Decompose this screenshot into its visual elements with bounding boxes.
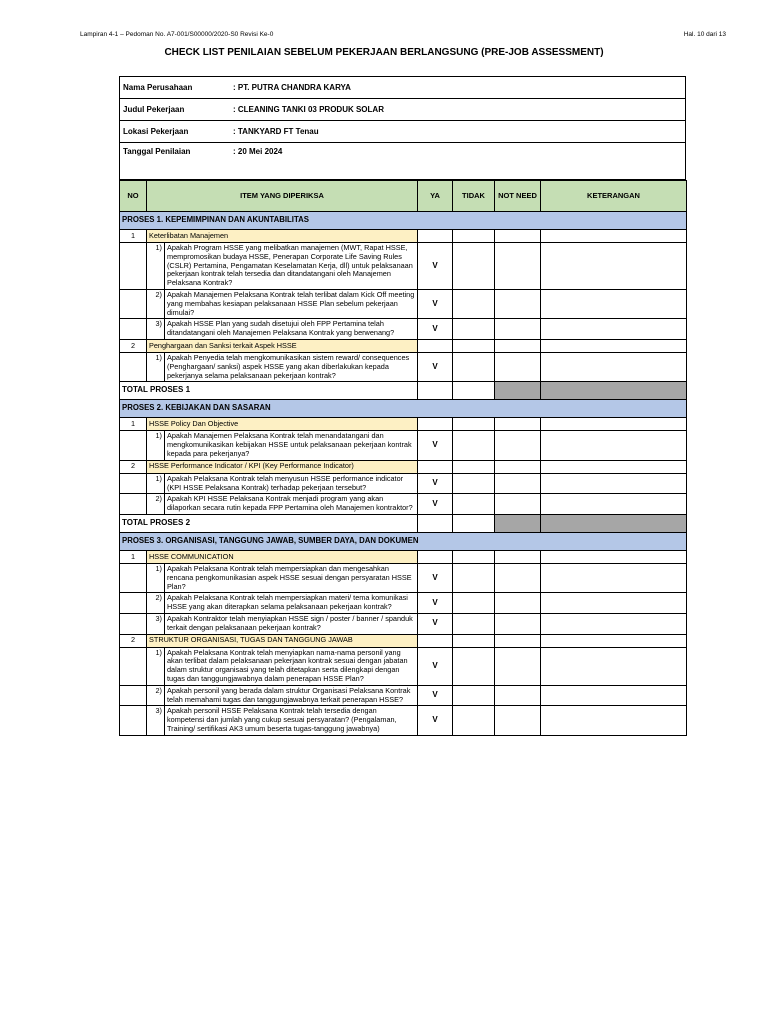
total-keterangan-cell (541, 382, 687, 400)
section-number: 2 (120, 339, 147, 352)
section-title: HSSE Policy Dan Objective (147, 418, 418, 431)
col-ya: YA (418, 181, 453, 212)
no-cell (120, 593, 147, 614)
not-need-cell (495, 352, 541, 381)
not-need-cell (495, 494, 541, 515)
info-value: : CLEANING TANKI 03 PRODUK SOLAR (233, 105, 384, 114)
total-not-need-cell (495, 514, 541, 532)
item-question: Apakah Pelaksana Kontrak telah mempersiapkan materi/ tema komunikasi HSSE yang akan diterapkan selama pelaksanaan pekerjaan kontrak? (165, 593, 418, 614)
not-need-cell (495, 230, 541, 243)
tidak-cell (453, 418, 495, 431)
item-number: 2) (147, 685, 165, 706)
no-cell (120, 319, 147, 340)
info-value: : TANKYARD FT Tenau (233, 127, 319, 136)
not-need-cell (495, 339, 541, 352)
section-number: 1 (120, 230, 147, 243)
ya-check-mark: V (418, 243, 453, 290)
item-question: Apakah personil HSSE Pelaksana Kontrak telah tersedia dengan kompetensi dan jumlah yang cukup sesuai persyaratan? (Pengalaman, Training/ sertifikasi AK3 umum beserta tugas-tanggung jawabnya) (165, 706, 418, 735)
total-row (120, 514, 687, 532)
item-number: 3) (147, 706, 165, 735)
no-cell (120, 613, 147, 634)
item-question: Apakah KPI HSSE Pelaksana Kontrak menjadi program yang akan dilaporkan secara rutin kepada FPP Pertamina oleh Manajemen kontraktor? (165, 494, 418, 515)
keterangan-cell (541, 613, 687, 634)
item-number: 1) (147, 243, 165, 290)
ya-check-mark: V (418, 494, 453, 515)
section-row (120, 230, 687, 243)
tidak-cell (453, 230, 495, 243)
section-title: HSSE Performance Indicator / KPI (Key Performance Indicator) (147, 460, 418, 473)
ya-cell (418, 550, 453, 563)
section-title: Keterlibatan Manajemen (147, 230, 418, 243)
not-need-cell (495, 685, 541, 706)
keterangan-cell (541, 418, 687, 431)
not-need-cell (495, 319, 541, 340)
process-row (120, 532, 687, 550)
ya-check-mark: V (418, 613, 453, 634)
no-cell (120, 494, 147, 515)
keterangan-cell (541, 319, 687, 340)
item-question: Apakah Kontraktor telah menyiapkan HSSE sign / poster / banner / spanduk terkait dengan pelaksanaan pekerjaan kontrak? (165, 613, 418, 634)
tidak-cell (453, 473, 495, 494)
not-need-cell (495, 460, 541, 473)
not-need-cell (495, 593, 541, 614)
not-need-cell (495, 243, 541, 290)
info-row (120, 121, 686, 143)
checklist-item-row (120, 563, 687, 592)
checklist-item-row (120, 243, 687, 290)
keterangan-cell (541, 647, 687, 685)
item-question: Apakah Program HSSE yang melibatkan manajemen (MWT, Rapat HSSE, mempromosikan budaya HSSE, Penerapan Corporate Life Saving Rules (CSLR) Pertamina, Pengamatan Keselamatan Kerja, dll) untuk pelaksanaan pekerjaan kontrak telah tersedia dan ditandatangani oleh Manajemen Pelaksana Kontrak? (165, 243, 418, 290)
total-row (120, 382, 687, 400)
info-label: Judul Pekerjaan (123, 105, 185, 114)
keterangan-cell (541, 634, 687, 647)
section-number: 1 (120, 418, 147, 431)
tidak-cell (453, 319, 495, 340)
keterangan-cell (541, 289, 687, 318)
total-ya-cell (418, 382, 453, 400)
not-need-cell (495, 418, 541, 431)
total-tidak-cell (453, 514, 495, 532)
keterangan-cell (541, 593, 687, 614)
ya-check-mark: V (418, 706, 453, 735)
checklist-item-row (120, 289, 687, 318)
total-label: TOTAL PROSES 1 (120, 382, 418, 400)
not-need-cell (495, 634, 541, 647)
tidak-cell (453, 613, 495, 634)
checklist-item-row (120, 685, 687, 706)
item-number: 2) (147, 289, 165, 318)
keterangan-cell (541, 431, 687, 460)
item-number: 1) (147, 352, 165, 381)
item-number: 1) (147, 647, 165, 685)
keterangan-cell (541, 473, 687, 494)
item-question: Apakah Penyedia telah mengkomunikasikan sistem reward/ consequences (Penghargaan/ sanksi) aspek HSSE yang akan diberlakukan kepada pekerjanya selama pelaksanaan pekerjaan kontrak? (165, 352, 418, 381)
checklist-body (120, 212, 687, 736)
checklist-item-row (120, 647, 687, 685)
column-header-row (120, 181, 687, 212)
section-title: STRUKTUR ORGANISASI, TUGAS DAN TANGGUNG JAWAB (147, 634, 418, 647)
ya-check-mark: V (418, 647, 453, 685)
total-not-need-cell (495, 382, 541, 400)
process-title: PROSES 1. KEPEMIMPINAN DAN AKUNTABILITAS (120, 212, 687, 230)
tidak-cell (453, 563, 495, 592)
checklist-item-row (120, 352, 687, 381)
info-label: Tanggal Penilaian (123, 147, 191, 156)
tidak-cell (453, 685, 495, 706)
document-reference: Lampiran 4-1 – Pedoman No. A7-001/S00000/2020-S0 Revisi Ke-0 (80, 31, 274, 38)
no-cell (120, 685, 147, 706)
info-label: Nama Perusahaan (123, 83, 193, 92)
ya-check-mark: V (418, 593, 453, 614)
ya-cell (418, 339, 453, 352)
col-keterangan: KETERANGAN (541, 181, 687, 212)
info-row (120, 77, 686, 99)
item-number: 2) (147, 494, 165, 515)
section-number: 2 (120, 634, 147, 647)
section-title: HSSE COMMUNICATION (147, 550, 418, 563)
no-cell (120, 289, 147, 318)
ya-check-mark: V (418, 473, 453, 494)
col-item: ITEM YANG DIPERIKSA (147, 181, 418, 212)
item-question: Apakah HSSE Plan yang sudah disetujui oleh FPP Pertamina telah ditandatangani oleh Manajemen Pelaksana Kontrak yang berwenang? (165, 319, 418, 340)
tidak-cell (453, 634, 495, 647)
ya-cell (418, 460, 453, 473)
ya-cell (418, 230, 453, 243)
total-label: TOTAL PROSES 2 (120, 514, 418, 532)
section-row (120, 339, 687, 352)
tidak-cell (453, 550, 495, 563)
process-title: PROSES 3. ORGANISASI, TANGGUNG JAWAB, SUMBER DAYA, DAN DOKUMEN (120, 532, 687, 550)
section-row (120, 634, 687, 647)
tidak-cell (453, 243, 495, 290)
no-cell (120, 352, 147, 381)
item-number: 3) (147, 319, 165, 340)
tidak-cell (453, 339, 495, 352)
ya-check-mark: V (418, 431, 453, 460)
no-cell (120, 647, 147, 685)
keterangan-cell (541, 706, 687, 735)
info-row (120, 99, 686, 121)
total-ya-cell (418, 514, 453, 532)
tidak-cell (453, 647, 495, 685)
keterangan-cell (541, 230, 687, 243)
section-row (120, 550, 687, 563)
checklist-item-row (120, 706, 687, 735)
tidak-cell (453, 431, 495, 460)
tidak-cell (453, 289, 495, 318)
process-title: PROSES 2. KEBIJAKAN DAN SASARAN (120, 400, 687, 418)
info-row (120, 143, 686, 180)
item-number: 3) (147, 613, 165, 634)
keterangan-cell (541, 563, 687, 592)
total-tidak-cell (453, 382, 495, 400)
item-number: 1) (147, 563, 165, 592)
info-label: Lokasi Pekerjaan (123, 127, 189, 136)
no-cell (120, 243, 147, 290)
ya-check-mark: V (418, 352, 453, 381)
keterangan-cell (541, 494, 687, 515)
section-number: 1 (120, 550, 147, 563)
keterangan-cell (541, 339, 687, 352)
not-need-cell (495, 613, 541, 634)
ya-cell (418, 634, 453, 647)
ya-check-mark: V (418, 289, 453, 318)
keterangan-cell (541, 460, 687, 473)
col-no: NO (120, 181, 147, 212)
tidak-cell (453, 352, 495, 381)
section-title: Penghargaan dan Sanksi terkait Aspek HSSE (147, 339, 418, 352)
item-question: Apakah Manajemen Pelaksana Kontrak telah menandatangani dan mengkomunikasikan kebijakan HSSE untuk pelaksanaan pekerjaan kontrak kepada para pekerjanya? (165, 431, 418, 460)
tidak-cell (453, 706, 495, 735)
item-question: Apakah Manajemen Pelaksana Kontrak telah terlibat dalam Kick Off meeting yang membahas kesiapan pelaksanaan HSSE Plan sebelum pekerjaan dimulai? (165, 289, 418, 318)
no-cell (120, 473, 147, 494)
not-need-cell (495, 289, 541, 318)
tidak-cell (453, 593, 495, 614)
info-value: : PT. PUTRA CHANDRA KARYA (233, 83, 351, 92)
process-row (120, 400, 687, 418)
not-need-cell (495, 550, 541, 563)
tidak-cell (453, 494, 495, 515)
ya-cell (418, 418, 453, 431)
keterangan-cell (541, 550, 687, 563)
item-question: Apakah personil yang berada dalam struktur Organisasi Pelaksana Kontrak telah memahami tugas dan tanggungjawabnya terkait penerapan HSSE? (165, 685, 418, 706)
section-row (120, 460, 687, 473)
item-question: Apakah Pelaksana Kontrak telah menyiapkan nama-nama personil yang akan terlibat dalam pelaksanaan pekerjaan kontrak sesuai dengan jabatan dalam struktur organisasi yang telah ditetapkan serta dilengkapi dengan tugas dan tanggungjawabnya dalam penerapan HSSE Plan? (165, 647, 418, 685)
no-cell (120, 563, 147, 592)
info-value: : 20 Mei 2024 (233, 147, 283, 156)
process-row (120, 212, 687, 230)
ya-check-mark: V (418, 685, 453, 706)
not-need-cell (495, 563, 541, 592)
not-need-cell (495, 431, 541, 460)
keterangan-cell (541, 243, 687, 290)
section-number: 2 (120, 460, 147, 473)
no-cell (120, 431, 147, 460)
col-not-need: NOT NEED (495, 181, 541, 212)
not-need-cell (495, 706, 541, 735)
total-keterangan-cell (541, 514, 687, 532)
tidak-cell (453, 460, 495, 473)
checklist-item-row (120, 593, 687, 614)
page-number: Hal. 10 dari 13 (683, 31, 726, 38)
checklist-item-row (120, 473, 687, 494)
keterangan-cell (541, 685, 687, 706)
item-number: 1) (147, 431, 165, 460)
checklist-item-row (120, 613, 687, 634)
not-need-cell (495, 473, 541, 494)
item-question: Apakah Pelaksana Kontrak telah mempersiapkan dan mengesahkan rencana pengkomunikasian aspek HSSE sesuai dengan persyaratan HSSE Plan? (165, 563, 418, 592)
checklist-table (119, 180, 687, 736)
ya-check-mark: V (418, 319, 453, 340)
checklist-item-row (120, 494, 687, 515)
checklist-item-row (120, 431, 687, 460)
section-row (120, 418, 687, 431)
info-table (119, 76, 686, 180)
document-title: CHECK LIST PENILAIAN SEBELUM PEKERJAAN BERLANGSUNG (PRE-JOB ASSESSMENT) (164, 47, 604, 58)
item-number: 2) (147, 593, 165, 614)
item-question: Apakah Pelaksana Kontrak telah menyusun HSSE performance indicator (KPI HSSE Pelaksana Kontrak) terhadap pekerjaan tersebut? (165, 473, 418, 494)
keterangan-cell (541, 352, 687, 381)
col-tidak: TIDAK (453, 181, 495, 212)
checklist-item-row (120, 319, 687, 340)
no-cell (120, 706, 147, 735)
item-number: 1) (147, 473, 165, 494)
ya-check-mark: V (418, 563, 453, 592)
not-need-cell (495, 647, 541, 685)
